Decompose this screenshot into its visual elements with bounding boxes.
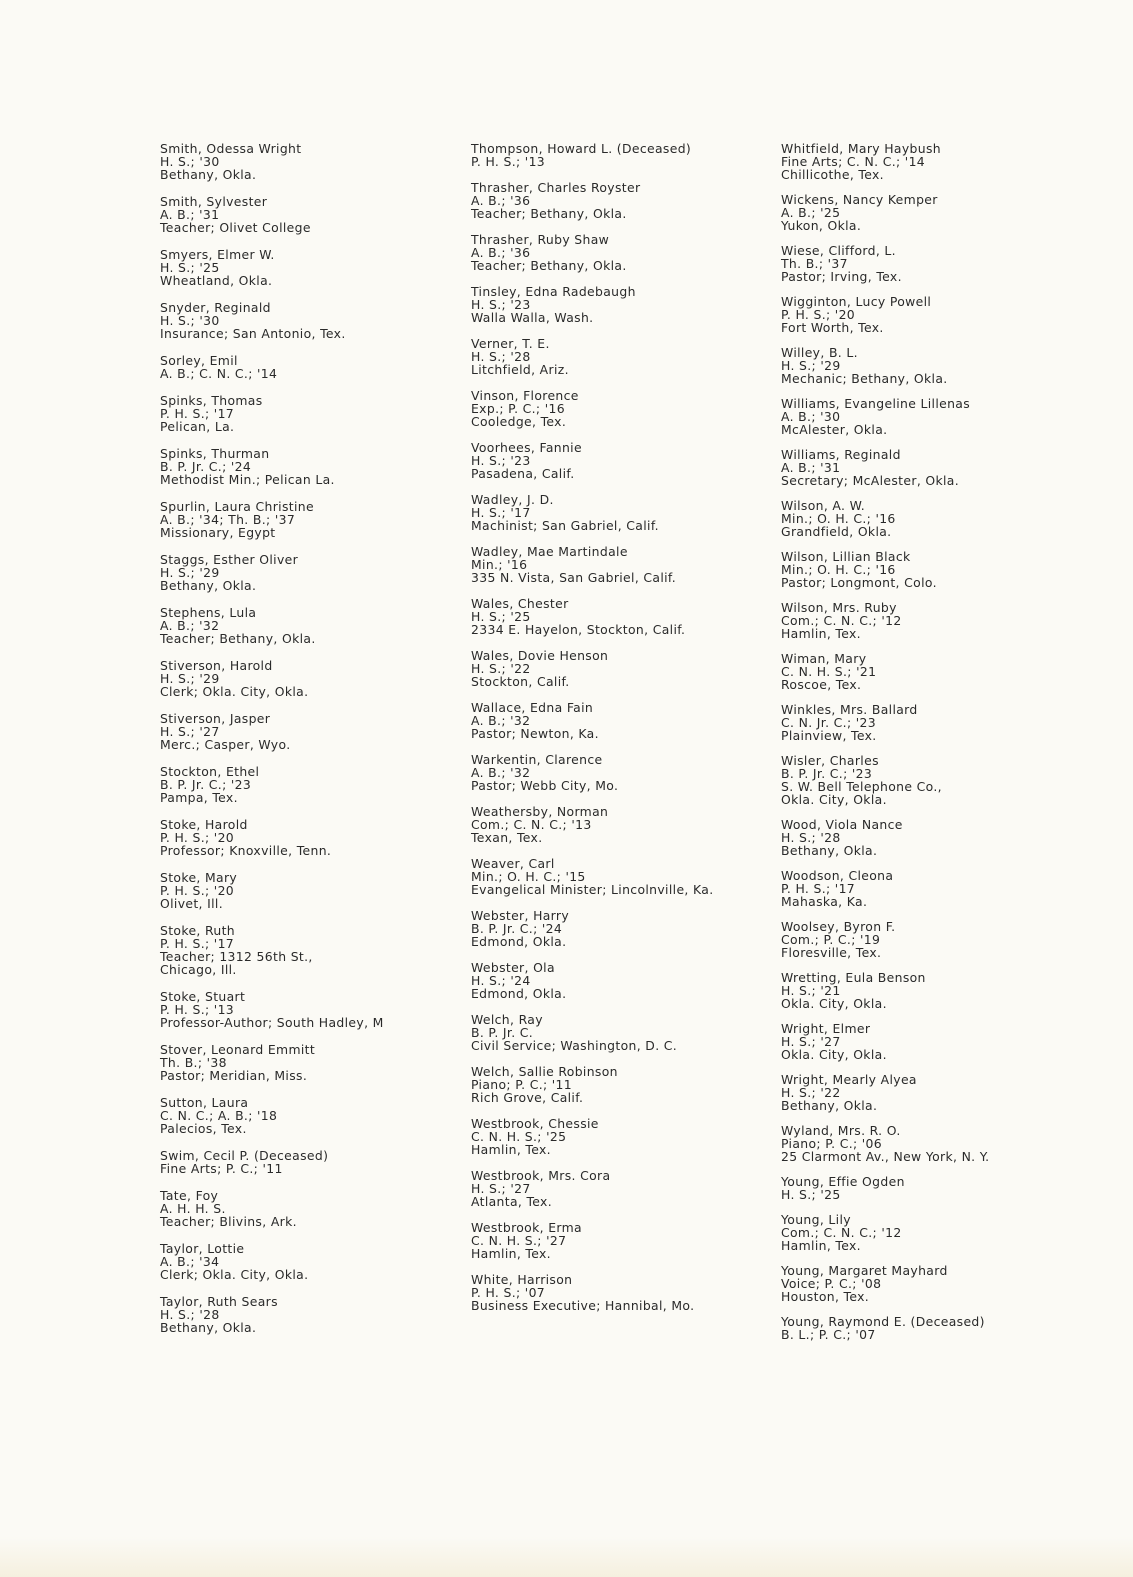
alumni-name: Winkles, Mrs. Ballard	[781, 702, 918, 717]
alumni-detail: 335 N. Vista, San Gabriel, Calif.	[471, 570, 677, 585]
alumni-name: Vinson, Florence	[471, 388, 579, 403]
alumni-detail: Mahaska, Ka.	[781, 894, 868, 909]
alumni-name: Stoke, Mary	[160, 870, 238, 885]
alumni-name: Stockton, Ethel	[160, 764, 260, 779]
alumni-name: Wadley, J. D.	[471, 492, 554, 507]
alumni-detail: Teacher; Bethany, Okla.	[471, 258, 627, 273]
alumni-entry	[781, 818, 1121, 857]
alumni-degree: B. L.; P. C.; '07	[781, 1327, 876, 1342]
alumni-detail: Atlanta, Tex.	[471, 1194, 553, 1209]
alumni-detail: Hamlin, Tex.	[781, 1238, 861, 1253]
alumni-detail: Bethany, Okla.	[160, 167, 257, 182]
alumni-name: Young, Effie Ogden	[781, 1174, 905, 1189]
alumni-detail: Bethany, Okla.	[781, 1098, 878, 1113]
alumni-degree: H. S.; '23	[471, 453, 531, 468]
alumni-name: Swim, Cecil P. (Deceased)	[160, 1148, 329, 1163]
alumni-detail: 25 Clarmont Av., New York, N. Y.	[781, 1149, 990, 1164]
alumni-detail: Missionary, Egypt	[160, 525, 276, 540]
alumni-degree: A. B.; '34	[160, 1254, 220, 1269]
page-edge-shading	[0, 1537, 1133, 1577]
alumni-degree: Fine Arts; C. N. C.; '14	[781, 154, 926, 169]
alumni-name: Wilson, Mrs. Ruby	[781, 600, 897, 615]
alumni-degree: H. S.; '27	[471, 1181, 531, 1196]
alumni-name: Wilson, Lillian Black	[781, 549, 911, 564]
alumni-detail: Palecios, Tex.	[160, 1121, 247, 1136]
alumni-entry	[781, 1264, 1121, 1303]
alumni-detail: Professor-Author; South Hadley, M	[160, 1015, 384, 1030]
alumni-name: Snyder, Reginald	[160, 300, 271, 315]
alumni-entry	[471, 1065, 811, 1104]
alumni-entry	[471, 285, 811, 324]
alumni-entry	[781, 244, 1121, 283]
alumni-detail: Cooledge, Tex.	[471, 414, 567, 429]
alumni-name: Smyers, Elmer W.	[160, 247, 275, 262]
alumni-detail: Pelican, La.	[160, 419, 235, 434]
alumni-entry	[781, 1175, 1121, 1201]
alumni-name: Stiverson, Harold	[160, 658, 273, 673]
alumni-detail: Rich Grove, Calif.	[471, 1090, 584, 1105]
alumni-degree: H. S.; '28	[160, 1307, 220, 1322]
alumni-degree: C. N. Jr. C.; '23	[781, 715, 876, 730]
alumni-detail: Evangelical Minister; Lincolnville, Ka.	[471, 882, 714, 897]
alumni-name: Voorhees, Fannie	[471, 440, 582, 455]
directory-column-2	[471, 142, 811, 1325]
alumni-name: Stephens, Lula	[160, 605, 257, 620]
alumni-name: Wigginton, Lucy Powell	[781, 294, 932, 309]
alumni-entry	[471, 441, 811, 480]
alumni-detail: Texan, Tex.	[471, 830, 543, 845]
alumni-entry	[471, 701, 811, 740]
alumni-detail: Roscoe, Tex.	[781, 677, 862, 692]
alumni-degree: H. S.; '28	[471, 349, 531, 364]
alumni-degree: H. S.; '25	[471, 609, 531, 624]
alumni-name: Spinks, Thomas	[160, 393, 263, 408]
alumni-detail: Bethany, Okla.	[160, 578, 257, 593]
alumni-detail: McAlester, Okla.	[781, 422, 888, 437]
alumni-name: Wilson, A. W.	[781, 498, 866, 513]
alumni-degree: Min.; O. H. C.; '16	[781, 511, 896, 526]
alumni-detail: Chillicothe, Tex.	[781, 167, 884, 182]
alumni-name: Warkentin, Clarence	[471, 752, 603, 767]
alumni-degree: Min.; O. H. C.; '15	[471, 869, 586, 884]
alumni-entry	[781, 1022, 1121, 1061]
alumni-name: Young, Margaret Mayhard	[781, 1263, 948, 1278]
alumni-degree: A. H. H. S.	[160, 1201, 226, 1216]
alumni-degree: H. S.; '28	[781, 830, 841, 845]
alumni-entry	[781, 971, 1121, 1010]
alumni-entry	[471, 181, 811, 220]
alumni-degree: Piano; P. C.; '11	[471, 1077, 573, 1092]
alumni-degree: Exp.; P. C.; '16	[471, 401, 565, 416]
alumni-detail: Teacher; Bethany, Okla.	[471, 206, 627, 221]
alumni-name: Stoke, Ruth	[160, 923, 236, 938]
alumni-name: Sorley, Emil	[160, 353, 238, 368]
alumni-detail: Grandfield, Okla.	[781, 524, 892, 539]
alumni-degree: B. P. Jr. C.	[471, 1025, 534, 1040]
alumni-detail: Bethany, Okla.	[781, 843, 878, 858]
alumni-entry	[471, 1221, 811, 1260]
alumni-entry	[160, 712, 500, 751]
alumni-entry	[471, 1169, 811, 1208]
alumni-degree: B. P. Jr. C.; '23	[781, 766, 873, 781]
alumni-degree: H. S.; '25	[160, 260, 220, 275]
alumni-detail: Olivet, Ill.	[160, 896, 224, 911]
alumni-name: Wiese, Clifford, L.	[781, 243, 896, 258]
alumni-entry	[160, 1043, 500, 1082]
alumni-detail: Okla. City, Okla.	[781, 792, 887, 807]
alumni-degree: Th. B.; '38	[160, 1055, 227, 1070]
alumni-entry	[781, 193, 1121, 232]
alumni-degree: A. B.; '30	[781, 409, 841, 424]
alumni-name: Woodson, Cleona	[781, 868, 894, 883]
alumni-detail: 2334 E. Hayelon, Stockton, Calif.	[471, 622, 686, 637]
alumni-degree: H. S.; '30	[160, 313, 220, 328]
alumni-detail: Floresville, Tex.	[781, 945, 882, 960]
alumni-degree: Th. B.; '37	[781, 256, 848, 271]
alumni-entry	[160, 142, 500, 181]
alumni-degree: P. H. S.; '20	[160, 830, 235, 845]
alumni-degree: H. S.; '27	[781, 1034, 841, 1049]
alumni-entry	[471, 909, 811, 948]
alumni-entry	[160, 1242, 500, 1281]
alumni-detail: Professor; Knoxville, Tenn.	[160, 843, 332, 858]
alumni-degree: Piano; P. C.; '06	[781, 1136, 883, 1151]
alumni-detail: Secretary; McAlester, Okla.	[781, 473, 960, 488]
alumni-degree: H. S.; '24	[471, 973, 531, 988]
alumni-entry	[160, 354, 500, 380]
alumni-degree: A. B.; '25	[781, 205, 841, 220]
alumni-detail: Walla Walla, Wash.	[471, 310, 594, 325]
alumni-entry	[471, 805, 811, 844]
alumni-entry	[781, 346, 1121, 385]
alumni-name: Sutton, Laura	[160, 1095, 249, 1110]
alumni-degree: H. S.; '27	[160, 724, 220, 739]
alumni-name: Wretting, Eula Benson	[781, 970, 926, 985]
alumni-degree: C. N. H. S.; '27	[471, 1233, 567, 1248]
alumni-detail: Clerk; Okla. City, Okla.	[160, 1267, 309, 1282]
alumni-degree: P. H. S.; '13	[160, 1002, 235, 1017]
alumni-entry	[160, 553, 500, 592]
alumni-detail: Mechanic; Bethany, Okla.	[781, 371, 948, 386]
alumni-degree: H. S.; '29	[160, 565, 220, 580]
alumni-degree: B. P. Jr. C.; '24	[471, 921, 563, 936]
alumni-name: Wyland, Mrs. R. O.	[781, 1123, 901, 1138]
alumni-degree: Voice; P. C.; '08	[781, 1276, 882, 1291]
alumni-name: Weaver, Carl	[471, 856, 555, 871]
alumni-entry	[160, 818, 500, 857]
alumni-degree: P. H. S.; '13	[471, 154, 546, 169]
alumni-degree: A. B.; '31	[781, 460, 841, 475]
alumni-entry	[471, 493, 811, 532]
alumni-detail: Teacher; Bethany, Okla.	[160, 631, 316, 646]
alumni-detail: Yukon, Okla.	[781, 218, 862, 233]
alumni-entry	[160, 248, 500, 287]
alumni-entry	[160, 301, 500, 340]
alumni-detail: Pasadena, Calif.	[471, 466, 575, 481]
alumni-degree: Min.; '16	[471, 557, 528, 572]
alumni-degree: Min.; O. H. C.; '16	[781, 562, 896, 577]
alumni-entry	[781, 550, 1121, 589]
alumni-detail: Pastor; Newton, Ka.	[471, 726, 599, 741]
alumni-name: Westbrook, Chessie	[471, 1116, 599, 1131]
alumni-name: Tinsley, Edna Radebaugh	[471, 284, 636, 299]
alumni-degree: C. N. H. S.; '21	[781, 664, 877, 679]
alumni-name: Smith, Sylvester	[160, 194, 268, 209]
alumni-entry	[471, 1273, 811, 1312]
alumni-degree: H. S.; '29	[160, 671, 220, 686]
alumni-entry	[781, 1124, 1121, 1163]
alumni-degree: C. N. H. S.; '25	[471, 1129, 567, 1144]
alumni-degree: A. B.; '36	[471, 193, 531, 208]
alumni-entry	[471, 1117, 811, 1156]
alumni-degree: A. B.; '34; Th. B.; '37	[160, 512, 296, 527]
alumni-detail: Insurance; San Antonio, Tex.	[160, 326, 346, 341]
alumni-name: Thrasher, Ruby Shaw	[471, 232, 610, 247]
alumni-name: Stoke, Stuart	[160, 989, 246, 1004]
alumni-detail: Teacher; Olivet College	[160, 220, 311, 235]
alumni-entry	[160, 1096, 500, 1135]
alumni-degree: P. H. S.; '17	[781, 881, 856, 896]
alumni-name: Wales, Dovie Henson	[471, 648, 609, 663]
alumni-name: Westbrook, Mrs. Cora	[471, 1168, 611, 1183]
alumni-entry	[781, 601, 1121, 640]
alumni-detail: Business Executive; Hannibal, Mo.	[471, 1298, 695, 1313]
alumni-detail: Stockton, Calif.	[471, 674, 570, 689]
alumni-entry	[160, 195, 500, 234]
alumni-entry	[471, 597, 811, 636]
alumni-detail: Methodist Min.; Pelican La.	[160, 472, 335, 487]
alumni-name: Webster, Harry	[471, 908, 570, 923]
alumni-degree: H. S.; '22	[471, 661, 531, 676]
alumni-degree: H. S.; '22	[781, 1085, 841, 1100]
alumni-name: Wiman, Mary	[781, 651, 867, 666]
alumni-entry	[160, 500, 500, 539]
alumni-entry	[160, 990, 500, 1029]
alumni-degree: H. S.; '29	[781, 358, 841, 373]
alumni-detail: Pampa, Tex.	[160, 790, 238, 805]
alumni-name: Welch, Sallie Robinson	[471, 1064, 618, 1079]
alumni-degree: Com.; C. N. C.; '12	[781, 613, 902, 628]
alumni-degree: H. S.; '25	[781, 1187, 841, 1202]
alumni-name: Young, Lily	[781, 1212, 851, 1227]
alumni-entry	[471, 337, 811, 376]
alumni-name: Williams, Evangeline Lillenas	[781, 396, 971, 411]
alumni-detail: Teacher; 1312 56th St.,	[160, 949, 313, 964]
alumni-name: Wales, Chester	[471, 596, 569, 611]
alumni-detail: Pastor; Irving, Tex.	[781, 269, 902, 284]
alumni-detail: Okla. City, Okla.	[781, 996, 887, 1011]
alumni-name: Whitfield, Mary Haybush	[781, 141, 941, 156]
alumni-detail: Hamlin, Tex.	[471, 1142, 551, 1157]
alumni-entry	[781, 295, 1121, 334]
alumni-degree: A. B.; C. N. C.; '14	[160, 366, 278, 381]
alumni-name: Smith, Odessa Wright	[160, 141, 302, 156]
alumni-entry	[781, 142, 1121, 181]
alumni-detail: Edmond, Okla.	[471, 986, 567, 1001]
alumni-entry	[471, 545, 811, 584]
alumni-name: Thrasher, Charles Royster	[471, 180, 641, 195]
alumni-entry	[471, 857, 811, 896]
alumni-degree: P. H. S.; '20	[160, 883, 235, 898]
alumni-name: Young, Raymond E. (Deceased)	[781, 1314, 985, 1329]
alumni-name: Westbrook, Erma	[471, 1220, 582, 1235]
alumni-detail: Civil Service; Washington, D. C.	[471, 1038, 678, 1053]
alumni-degree: Com.; P. C.; '19	[781, 932, 881, 947]
alumni-detail: Clerk; Okla. City, Okla.	[160, 684, 309, 699]
alumni-entry	[471, 389, 811, 428]
alumni-name: Williams, Reginald	[781, 447, 901, 462]
alumni-detail: Okla. City, Okla.	[781, 1047, 887, 1062]
alumni-entry	[781, 754, 1121, 806]
alumni-entry	[160, 447, 500, 486]
alumni-entry	[781, 499, 1121, 538]
alumni-detail: Edmond, Okla.	[471, 934, 567, 949]
alumni-degree: H. S.; '17	[471, 505, 531, 520]
alumni-entry	[781, 1315, 1121, 1341]
alumni-entry	[781, 652, 1121, 691]
alumni-name: Staggs, Esther Oliver	[160, 552, 299, 567]
alumni-degree: H. S.; '30	[160, 154, 220, 169]
alumni-entry	[160, 1189, 500, 1228]
directory-column-3	[781, 142, 1121, 1353]
alumni-detail: Hamlin, Tex.	[781, 626, 861, 641]
alumni-name: Webster, Ola	[471, 960, 555, 975]
alumni-degree: A. B.; '36	[471, 245, 531, 260]
alumni-entry	[781, 920, 1121, 959]
alumni-name: Spurlin, Laura Christine	[160, 499, 314, 514]
alumni-entry	[471, 649, 811, 688]
alumni-entry	[781, 1213, 1121, 1252]
alumni-name: Willey, B. L.	[781, 345, 858, 360]
alumni-name: Weathersby, Norman	[471, 804, 609, 819]
alumni-detail: S. W. Bell Telephone Co.,	[781, 779, 942, 794]
alumni-detail: Teacher; Blivins, Ark.	[160, 1214, 297, 1229]
alumni-degree: B. P. Jr. C.; '23	[160, 777, 252, 792]
alumni-name: Verner, T. E.	[471, 336, 550, 351]
alumni-degree: P. H. S.; '17	[160, 406, 235, 421]
alumni-degree: P. H. S.; '20	[781, 307, 856, 322]
alumni-name: Thompson, Howard L. (Deceased)	[471, 141, 692, 156]
alumni-name: Taylor, Ruth Sears	[160, 1294, 278, 1309]
alumni-name: Tate, Foy	[160, 1188, 219, 1203]
alumni-detail: Pastor; Longmont, Colo.	[781, 575, 937, 590]
alumni-name: Wallace, Edna Fain	[471, 700, 594, 715]
alumni-name: Stiverson, Jasper	[160, 711, 271, 726]
alumni-entry	[160, 659, 500, 698]
alumni-name: Welch, Ray	[471, 1012, 543, 1027]
alumni-entry	[160, 606, 500, 645]
alumni-detail: Hamlin, Tex.	[471, 1246, 551, 1261]
alumni-entry	[781, 397, 1121, 436]
alumni-name: Stoke, Harold	[160, 817, 248, 832]
alumni-degree: Com.; C. N. C.; '12	[781, 1225, 902, 1240]
directory-column-1	[160, 142, 500, 1348]
alumni-degree: C. N. C.; A. B.; '18	[160, 1108, 278, 1123]
alumni-entry	[160, 1149, 500, 1175]
alumni-degree: A. B.; '31	[160, 207, 220, 222]
alumni-detail: Wheatland, Okla.	[160, 273, 273, 288]
alumni-entry	[160, 394, 500, 433]
alumni-degree: A. B.; '32	[471, 713, 531, 728]
alumni-name: Woolsey, Byron F.	[781, 919, 896, 934]
alumni-detail: Pastor; Webb City, Mo.	[471, 778, 619, 793]
alumni-entry	[781, 869, 1121, 908]
alumni-detail: Bethany, Okla.	[160, 1320, 257, 1335]
alumni-name: Wood, Viola Nance	[781, 817, 903, 832]
alumni-entry	[160, 1295, 500, 1334]
alumni-name: Wisler, Charles	[781, 753, 879, 768]
alumni-degree: B. P. Jr. C.; '24	[160, 459, 252, 474]
alumni-detail: Merc.; Casper, Wyo.	[160, 737, 291, 752]
alumni-name: Stover, Leonard Emmitt	[160, 1042, 316, 1057]
alumni-entry	[471, 1013, 811, 1052]
alumni-entry	[781, 448, 1121, 487]
alumni-entry	[471, 233, 811, 272]
alumni-name: White, Harrison	[471, 1272, 573, 1287]
alumni-entry	[160, 924, 500, 976]
alumni-name: Wright, Elmer	[781, 1021, 871, 1036]
alumni-detail: Pastor; Meridian, Miss.	[160, 1068, 308, 1083]
alumni-name: Spinks, Thurman	[160, 446, 270, 461]
alumni-degree: Fine Arts; P. C.; '11	[160, 1161, 283, 1176]
alumni-entry	[471, 753, 811, 792]
alumni-detail: Machinist; San Gabriel, Calif.	[471, 518, 659, 533]
alumni-name: Wright, Mearly Alyea	[781, 1072, 917, 1087]
alumni-entry	[471, 961, 811, 1000]
alumni-degree: A. B.; '32	[160, 618, 220, 633]
alumni-degree: H. S.; '21	[781, 983, 841, 998]
alumni-name: Wadley, Mae Martindale	[471, 544, 628, 559]
alumni-entry	[781, 1073, 1121, 1112]
alumni-detail: Plainview, Tex.	[781, 728, 877, 743]
alumni-degree: P. H. S.; '07	[471, 1285, 546, 1300]
alumni-name: Taylor, Lottie	[160, 1241, 245, 1256]
alumni-detail: Fort Worth, Tex.	[781, 320, 884, 335]
alumni-degree: P. H. S.; '17	[160, 936, 235, 951]
alumni-name: Wickens, Nancy Kemper	[781, 192, 938, 207]
alumni-degree: A. B.; '32	[471, 765, 531, 780]
alumni-entry	[160, 765, 500, 804]
alumni-entry	[160, 871, 500, 910]
alumni-degree: H. S.; '23	[471, 297, 531, 312]
alumni-detail: Chicago, Ill.	[160, 962, 237, 977]
alumni-detail: Houston, Tex.	[781, 1289, 870, 1304]
alumni-detail: Litchfield, Ariz.	[471, 362, 569, 377]
alumni-entry	[781, 703, 1121, 742]
alumni-degree: Com.; C. N. C.; '13	[471, 817, 592, 832]
alumni-entry	[471, 142, 811, 168]
